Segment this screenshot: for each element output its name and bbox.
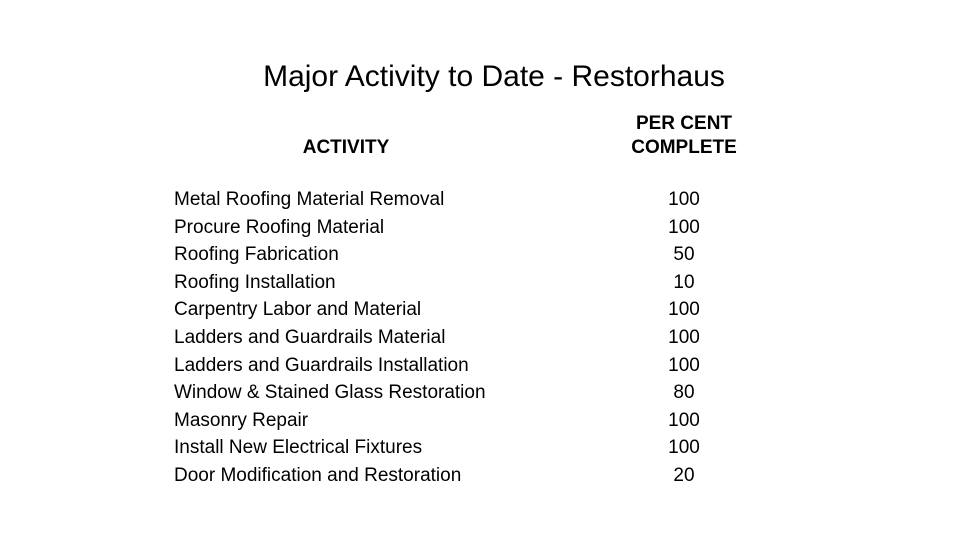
activity-name: Roofing Installation	[174, 271, 336, 293]
activity-name: Masonry Repair	[174, 409, 309, 431]
activity-name: Metal Roofing Material Removal	[174, 189, 445, 210]
percent-complete-value: 100	[668, 216, 700, 238]
table-row	[174, 214, 734, 242]
percent-complete-value: 100	[668, 189, 700, 210]
activity-name: Procure Roofing Material	[174, 216, 385, 238]
percent-complete-value: 10	[673, 271, 695, 293]
percent-complete-value: 20	[673, 464, 695, 486]
column-header-percent-complete	[584, 112, 784, 160]
activity-name: Ladders and Guardrails Material	[174, 326, 446, 348]
activity-name: Door Modification and Restoration	[174, 464, 462, 486]
column-header-percent-line1: PER CENT	[635, 113, 733, 134]
activity-name: Ladders and Guardrails Installation	[174, 354, 469, 376]
table-row	[174, 269, 734, 297]
percent-complete-value: 50	[673, 244, 695, 266]
percent-complete-value: 80	[673, 382, 695, 404]
activity-name: Carpentry Labor and Material	[174, 299, 422, 321]
table-row	[174, 296, 734, 324]
table-row	[174, 462, 734, 490]
table-row	[174, 241, 734, 269]
table-row	[174, 407, 734, 435]
percent-complete-value: 100	[668, 437, 700, 459]
percent-complete-value: 100	[668, 299, 700, 321]
activity-name: Install New Electrical Fixtures	[174, 437, 423, 459]
table-row	[174, 352, 734, 380]
percent-complete-value: 100	[668, 354, 700, 376]
activity-table	[174, 186, 734, 490]
table-row	[174, 434, 734, 462]
activity-name: Window & Stained Glass Restoration	[174, 382, 486, 404]
table-row	[174, 324, 734, 352]
table-row	[174, 379, 734, 407]
column-header-activity: ACTIVITY	[302, 137, 390, 158]
percent-complete-value: 100	[668, 409, 700, 431]
activity-name: Roofing Fabrication	[174, 244, 339, 266]
column-header-percent-line2: COMPLETE	[631, 137, 737, 158]
slide-title: Major Activity to Date - Restorhaus	[263, 60, 725, 93]
table-row	[174, 186, 734, 214]
percent-complete-value: 100	[668, 326, 700, 348]
